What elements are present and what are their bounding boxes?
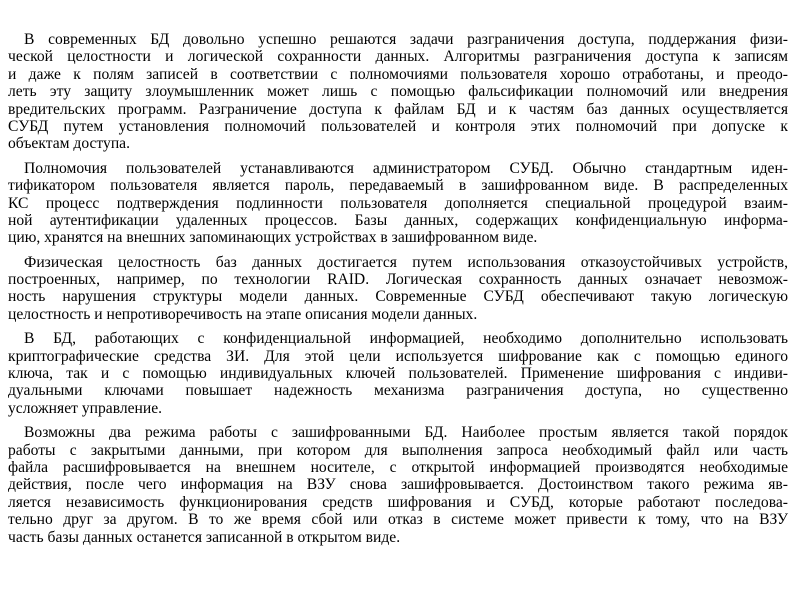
text-line: цию, хранятся на внешних запоминающих устройствах в зашифрованном виде. — [8, 229, 538, 247]
text-line: работы с закрытыми данными, при котором для выполнения запроса необходимый файл или часть — [8, 441, 788, 459]
text-line: ной аутентификации удаленных процессов. Базы данных, содержащих конфиденциальную информа- — [8, 211, 788, 229]
text-line: действия, после чего информация на ВЗУ снова зашифровывается. Достоинством такого режима яв- — [8, 476, 788, 494]
text-line: часть базы данных останется записанной в открытом виде. — [8, 528, 401, 546]
text-line: тельно друг за другом. В то же время сбой или отказ в системе может привести к тому, что на ВЗУ — [8, 511, 788, 529]
text-line: и даже к полям записей в соответствии с полномочиями пользователя хорошо отработаны, и преодо- — [8, 65, 788, 83]
text-line: усложняет управление. — [8, 399, 163, 417]
text-line: целостность и непротиворечивость на этапе описания модели данных. — [8, 305, 478, 323]
paragraph-5 — [8, 424, 788, 546]
text-line: файла расшифровывается на внешнем носителе, с открытой информацией производятся необходимые — [8, 458, 788, 476]
text-line: В современных БД довольно успешно решаются задачи разграничения доступа, поддержания физи- — [24, 31, 788, 48]
paragraph-4 — [8, 330, 788, 417]
text-line: дуальными ключами повышает надежность механизма разграничения доступа, но существенно — [8, 382, 788, 400]
text-line: тификатором пользователя является пароль, передаваемый в зашифрованном виде. В распределенных — [8, 177, 788, 195]
text-line: объектам доступа. — [8, 135, 131, 153]
paragraph-1 — [8, 31, 788, 153]
paragraph-2 — [8, 160, 788, 247]
text-line: Возможны два режима работы с зашифрованными БД. Наиболее простым является такой порядок — [24, 424, 788, 442]
text-line: ключа, так и с помощью индивидуальных ключей пользователей. Применение шифрования с индиви- — [8, 365, 788, 383]
text-line: КС процесс подтверждения подлинности пользователя дополняется специальной процедурой взаим- — [8, 194, 788, 212]
text-line: вредительских программ. Разграничение доступа к файлам БД и к частям баз данных осуществляется — [8, 100, 788, 118]
text-line: леть эту защиту злоумышленник может лишь с помощью фальсификации полномочий или внедрения — [8, 83, 788, 101]
text-line: ческой целостности и логической сохранности данных. Алгоритмы разграничения доступа к записям — [8, 48, 788, 66]
text-line: СУБД путем установления полномочий пользователей и контроля этих полномочий при допуске к — [8, 117, 788, 135]
text-line: ляется независимость функционирования средств шифрования и СУБД, которые работают последова- — [8, 493, 788, 511]
text-line: Полномочия пользователей устанавливаются администратором СУБД. Обычно стандартным иден- — [24, 159, 788, 177]
document-page — [8, 31, 788, 546]
text-line: Физическая целостность баз данных достигается путем использования отказоустойчивых устройств, — [24, 253, 788, 271]
text-line: ность нарушения структуры модели данных. Современные СУБД обеспечивают такую логическую — [8, 288, 788, 306]
text-line: криптографические средства ЗИ. Для этой цели используется шифрование как с помощью единого — [8, 347, 788, 365]
text-line: построенных, например, по технологии RAID. Логическая сохранность данных означает невозмож- — [8, 271, 788, 289]
paragraph-3 — [8, 254, 788, 324]
text-line: В БД, работающих с конфиденциальной информацией, необходимо дополнительно использовать — [24, 330, 788, 348]
